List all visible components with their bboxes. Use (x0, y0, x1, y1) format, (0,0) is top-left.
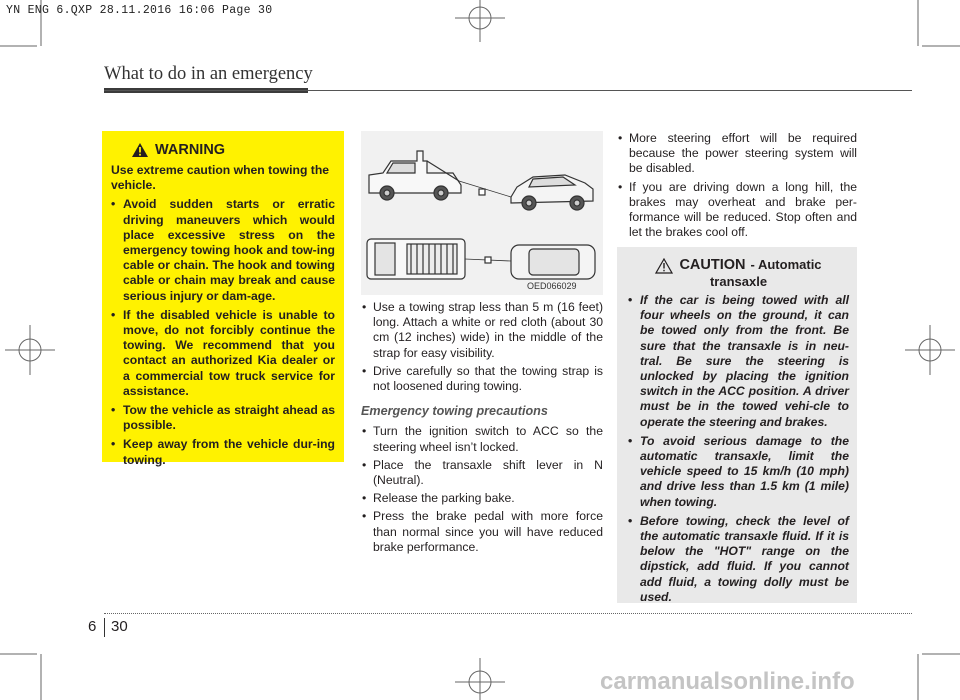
caution-box (617, 247, 857, 603)
warning-item: • Tow the vehicle as straight ahead as possible. (111, 403, 335, 433)
list-item: • More steering effort will be required because the power steering system will be disabled. (617, 131, 857, 177)
tow-truck-illustration (361, 131, 603, 295)
list-item: • Drive carefully so that the towing strap is not loosened during towing. (361, 364, 603, 394)
warning-header (131, 139, 335, 161)
page-number: 30 (111, 618, 128, 635)
list-item: • Place the transaxle shift lever in N (Neutral). (361, 458, 603, 488)
caution-subtitle-line2: transaxle (709, 274, 768, 289)
caution-item: • Before towing, check the level of the automatic transaxle fluid. If it is below the "HOT" range on the dipstick, add fluid. If you cannot add fluid, a towing dolly must be used. (628, 514, 849, 605)
warning-intro: Use extreme caution when towing the vehicle. (111, 163, 330, 193)
print-line: YN ENG 6.QXP 28.11.2016 16:06 Page 30 (6, 4, 273, 17)
caution-item: • If the car is being towed with all four wheels on the ground, it can be towed only from the front. Be sure that the transaxle is in neu-tral. Be sure the steering is unlocked by placing the ignition switch in the ACC position. A driver must be in the towed vehi-cle to operate the steering and brakes. (628, 293, 849, 430)
warning-box (102, 131, 344, 467)
list-item: • Release the parking bake. (361, 491, 603, 506)
caution-list (628, 293, 849, 605)
warning-list (111, 197, 335, 467)
footer-rule (104, 613, 912, 614)
middle-column (361, 300, 603, 558)
warning-item: • If the disabled vehicle is unable to move, do not forcibly continue the towing. We recommend that you contact an authorized Kia dealer or a commercial tow truck service for assistance. (111, 308, 335, 399)
caution-item: • To avoid serious damage to the automatic transaxle, limit the vehicle speed to 15 km/h (10 mph) and drive less than 1.5 km (1 mile) when towing. (628, 434, 849, 510)
warning-item: • Avoid sudden starts or erratic driving maneuvers which would place excessive stress on the emergency towing hook and tow-ing cable or chain. The hook and towing cable or chain may break and cause serious injury or dam-age. (111, 197, 335, 303)
caution-title: CAUTION (679, 257, 746, 273)
towing-strap-list (361, 300, 603, 394)
warning-title: WARNING (155, 142, 226, 158)
list-item: • Press the brake pedal with more force than normal since you will have reduced brake performance. (361, 509, 603, 555)
section-heading: Emergency towing precautions (361, 404, 548, 419)
list-item: • Turn the ignition switch to ACC so the steering wheel isn’t locked. (361, 424, 603, 454)
caution-header (628, 257, 849, 274)
footer-divider (104, 618, 105, 637)
header-rule (104, 90, 912, 91)
right-list (617, 131, 857, 240)
list-item: • Use a towing strap less than 5 m (16 feet) long. Attach a white or red cloth (about 30 cm (12 inches) wide) in the middle of the strap for easy visibility. (361, 300, 603, 361)
watermark: carmanualsonline.info (600, 668, 855, 695)
section-title: What to do in an emergency (104, 64, 313, 84)
caution-triangle-icon (655, 258, 673, 274)
caution-subtitle: - Automatic (750, 257, 822, 272)
precautions-list (361, 424, 603, 555)
towing-illustration (361, 131, 603, 295)
figure-code: OED066029 (527, 281, 577, 291)
right-column (617, 131, 857, 243)
list-item: • If you are driving down a long hill, the brakes may overheat and brake per-formance will be reduced. Stop often and let the brakes cool off. (617, 180, 857, 241)
warning-item: • Keep away from the vehicle dur-ing towing. (111, 437, 335, 467)
chapter-number: 6 (88, 618, 97, 635)
warning-triangle-icon (131, 142, 149, 158)
